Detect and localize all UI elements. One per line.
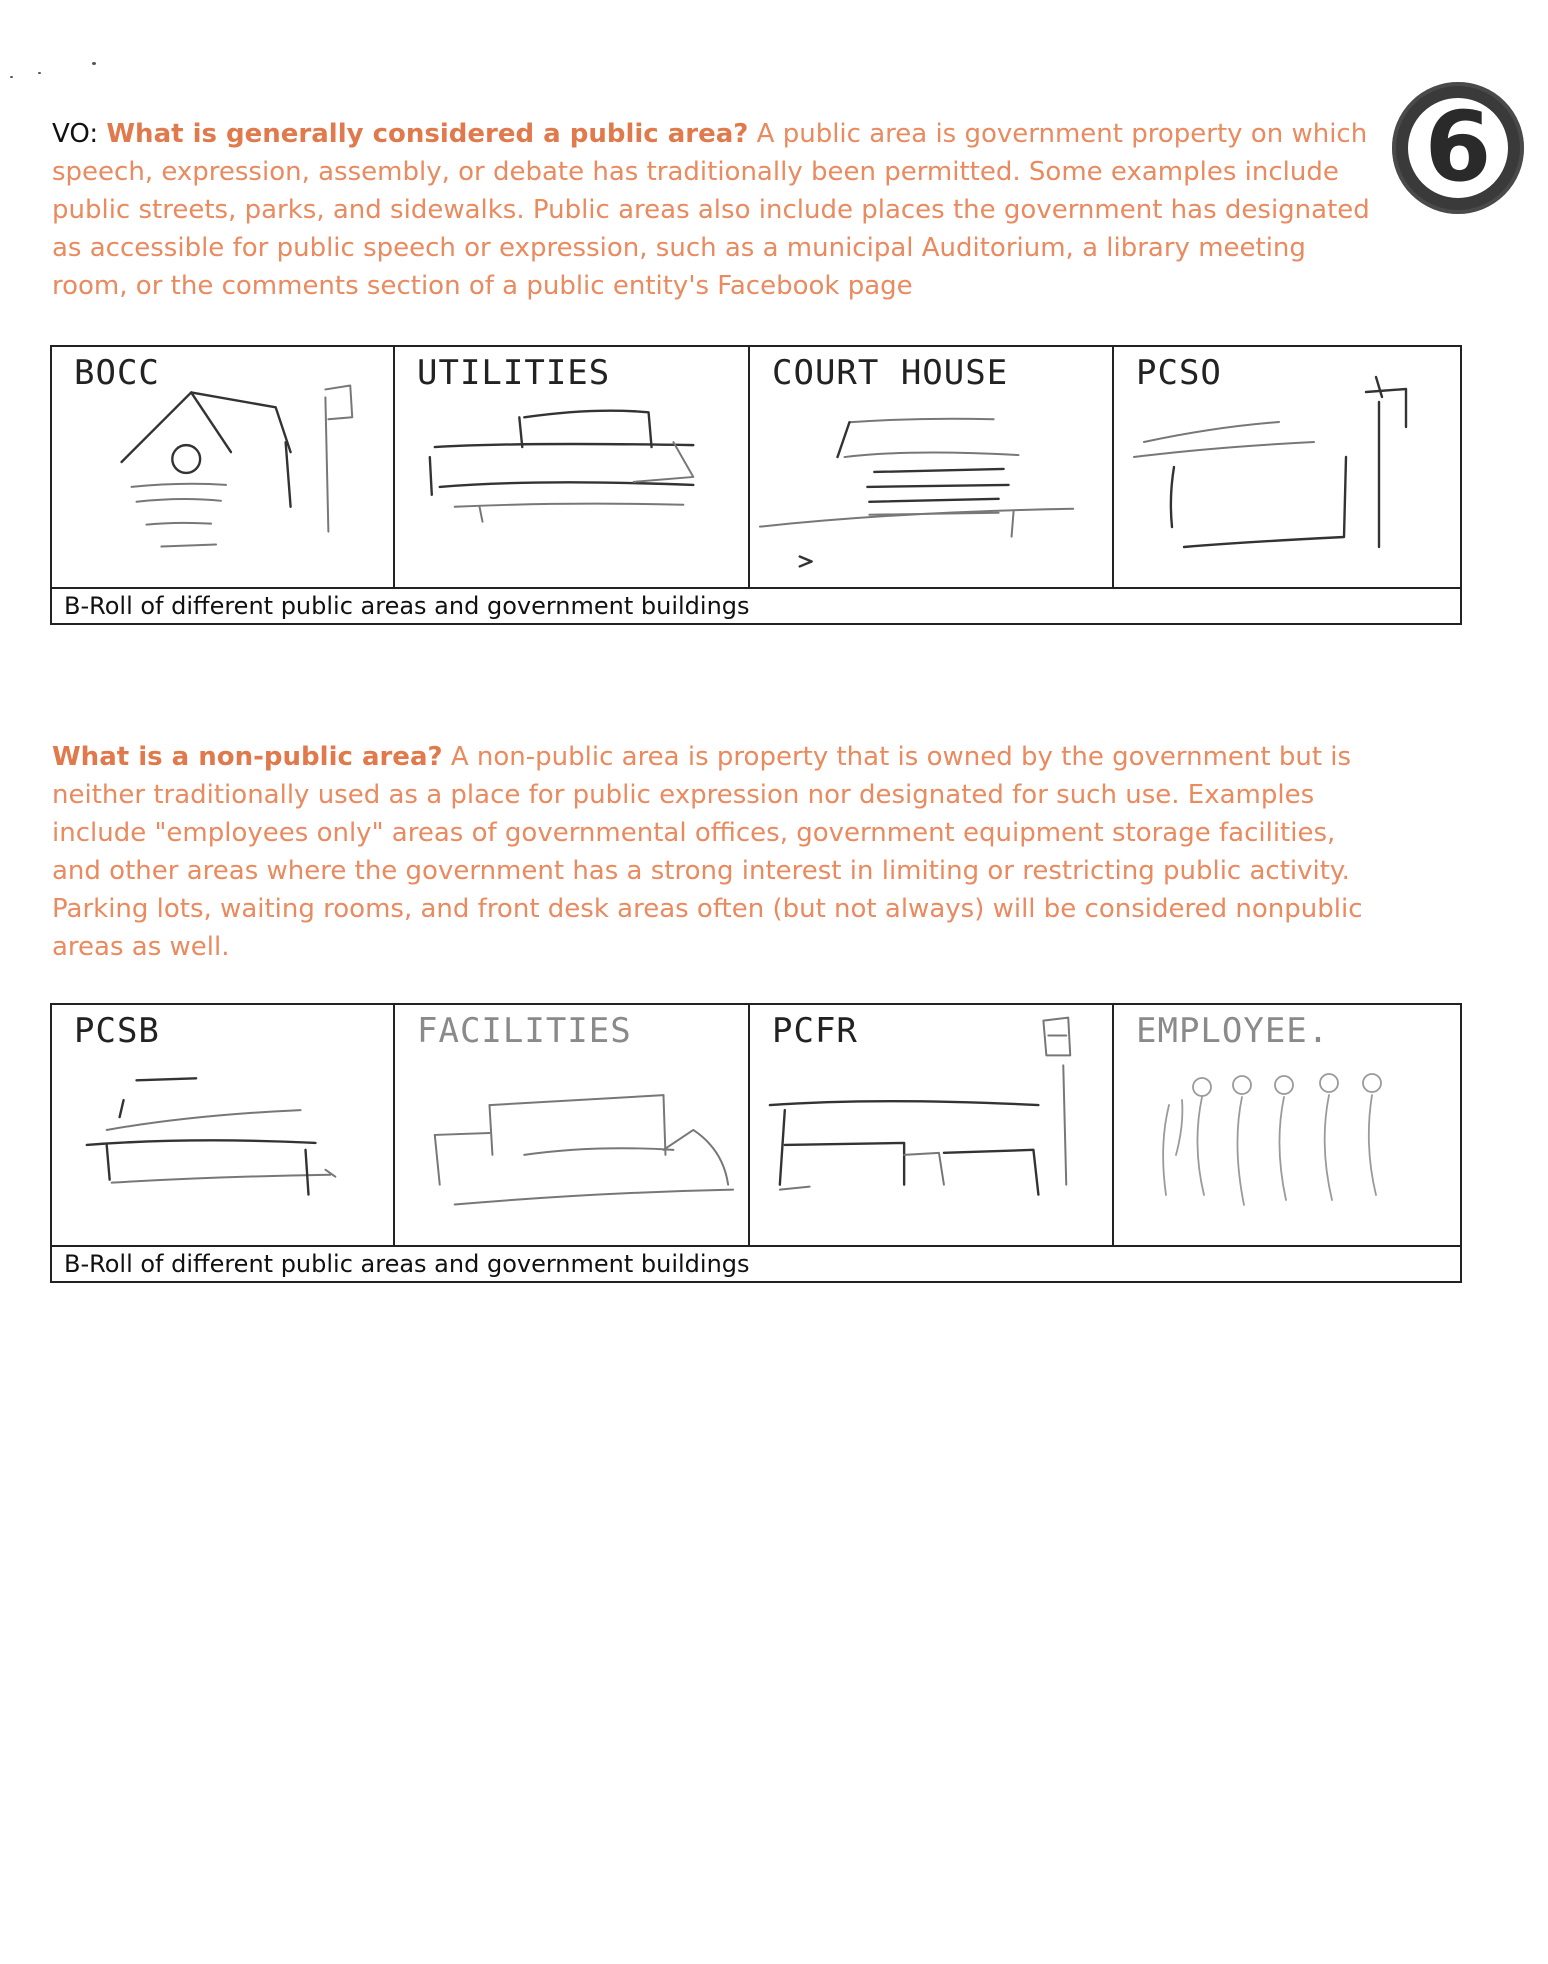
frame-pcsb	[52, 1005, 395, 1245]
frame-utilities	[395, 347, 750, 587]
frame-label-bocc: BOCC	[74, 353, 160, 393]
frame-label-pcsb: PCSB	[74, 1011, 160, 1051]
scan-speck	[92, 62, 96, 65]
public-area-question: What is generally considered a public area?	[106, 119, 749, 149]
page-number-circle	[1378, 68, 1538, 228]
frame-employee	[1114, 1005, 1460, 1245]
frame-pcso	[1114, 347, 1460, 587]
storyboard-caption: B-Roll of different public areas and government buildings	[64, 1250, 750, 1278]
frame-label-employee: EMPLOYEE.	[1136, 1011, 1330, 1051]
non-public-area-question: What is a non-public area?	[52, 742, 443, 772]
non-public-area-definition: A non-public area is property that is owned by the government but is neither traditionally used as a place for public expression nor designated for such use. Examples include "employees only" areas of governmental offices, government equipment storage facilities, and other areas where the government has a strong interest in limiting or restricting public activity. Parking lots, waiting rooms, and front desk areas often (but not always) will be considered nonpublic areas as well.	[52, 742, 1363, 962]
storyboard-frames	[52, 1005, 1460, 1247]
frame-court-house	[750, 347, 1114, 587]
frame-label-facilities: FACILITIES	[417, 1011, 632, 1051]
frame-label-court-house: COURT HOUSE	[772, 353, 1009, 393]
frame-pcfr	[750, 1005, 1114, 1245]
storyboard-caption: B-Roll of different public areas and government buildings	[64, 592, 750, 620]
frame-label-pcso: PCSO	[1136, 353, 1222, 393]
non-public-area-paragraph	[52, 738, 1382, 966]
storyboard-frames	[52, 347, 1460, 589]
storyboard-public-areas	[50, 345, 1462, 625]
voiceover-label: VO:	[52, 119, 107, 149]
public-area-paragraph	[52, 115, 1382, 305]
page-number: 6	[1424, 91, 1492, 203]
public-area-definition: A public area is government property on which speech, expression, assembly, or debate has traditionally been permitted. Some examples include public streets, parks, and sidewalks. Public areas also include places the government has designated as accessible for public speech or expression, such as a municipal Auditorium, a library meeting room, or the comments section of a public entity's Facebook page	[52, 119, 1370, 301]
frame-bocc	[52, 347, 395, 587]
frame-label-utilities: UTILITIES	[417, 353, 611, 393]
storyboard-non-public-areas	[50, 1003, 1462, 1283]
scan-speck	[38, 72, 41, 74]
frame-facilities	[395, 1005, 750, 1245]
scan-speck	[10, 76, 13, 78]
frame-label-pcfr: PCFR	[772, 1011, 858, 1051]
